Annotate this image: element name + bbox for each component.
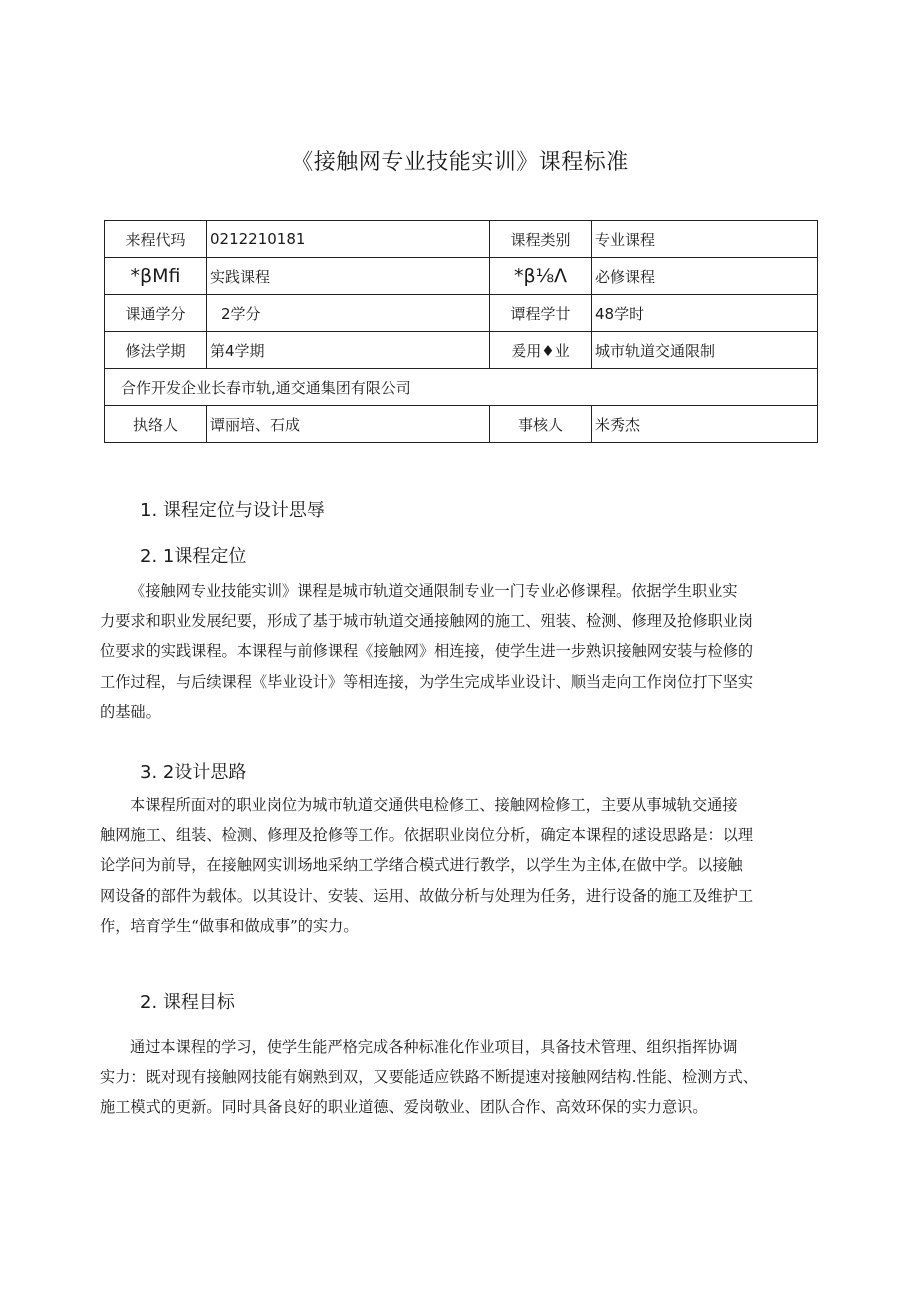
cell-value-reviewer: 米秀杰	[592, 406, 818, 443]
section-heading-1-1: 2. 1课程定位	[140, 546, 247, 567]
cell-value-author: 谭丽培、石成	[207, 406, 490, 443]
page-title: 《接触网专业技能实训》课程标准	[291, 150, 629, 175]
cell-label-major: 爰用♦业	[490, 332, 592, 369]
paragraph-course-goals	[100, 1032, 824, 1123]
cell-value-semester: 第4学期	[207, 332, 490, 369]
course-info-table	[104, 220, 818, 443]
cell-cooperation: 合作开发企业长春市轨,通交通集团有限公司	[105, 369, 818, 406]
table-row	[105, 258, 818, 295]
paragraph-line: 网设备的部件为载体。以其设计、安装、运用、故做分析与处理为任务，进行设备的施工及维护工	[100, 886, 754, 905]
cell-value-hours: 48学时	[592, 295, 818, 332]
paragraph-positioning	[100, 576, 824, 727]
cell-value-course-category: 专业课程	[592, 221, 818, 258]
cell-label-course-code: 来程代玛	[105, 221, 207, 258]
paragraph-line: 施工模式的更新。同时具备良好的职业道德、爱岗敬业、团队合作、高效环保的实力意识。	[100, 1098, 708, 1117]
cell-label-credits: 课通学分	[105, 295, 207, 332]
cell-value-credits: 2学分	[207, 295, 490, 332]
table-row	[105, 369, 818, 406]
section-heading-1: 1. 课程定位与设计思辱	[140, 500, 325, 521]
cell-value-course-nature: 必修课程	[592, 258, 818, 295]
cell-label-author: 执络人	[105, 406, 207, 443]
cell-value-course-type: 实践课程	[207, 258, 490, 295]
cell-label-hours: 谭程学廿	[490, 295, 592, 332]
paragraph-design-idea	[100, 790, 824, 941]
section-heading-2: 2. 课程目标	[140, 992, 235, 1013]
cell-label-reviewer: 事核人	[490, 406, 592, 443]
paragraph-line: 工作过程，与后续课程《毕业设计》等相连接，为学生完成毕业设计、顺当走向工作岗位打下坚实	[100, 672, 754, 691]
table-row	[105, 332, 818, 369]
cell-label-course-type: *βMfi	[105, 258, 207, 295]
paragraph-line: 触网施工、组装、检测、修理及抢修等工作。依据职业岗位分析，确定本课程的逑设思路是：以理	[100, 826, 754, 845]
paragraph-line: 实力：既对现有接触网技能有娴熟到双，又要能适应铁路不断提速对接触网结构.性能、检测方式、	[100, 1068, 758, 1087]
section-heading-1-2: 3. 2设计思路	[140, 762, 247, 783]
paragraph-line: 通过本课程的学习，使学生能严格完成各种标准化作业项目，具备技术管理、组织指挥协调	[130, 1038, 738, 1056]
cell-label-course-category: 课程类别	[490, 221, 592, 258]
paragraph-line: 位要求的实践课程。本课程与前修课程《接触网》相连接，使学生进一步熟识接触网安装与检修的	[100, 642, 754, 661]
cell-label-course-nature: *β⅛Λ	[490, 258, 592, 295]
cell-label-semester: 修法学期	[105, 332, 207, 369]
table-row	[105, 406, 818, 443]
paragraph-line: 作，培育学生“做事和做成事”的实力。	[100, 916, 359, 935]
table-row	[105, 221, 818, 258]
cell-value-major: 城市轨道交通限制	[592, 332, 818, 369]
paragraph-line: 本课程所面对的职业岗位为城市轨道交通供电检修工、接触网检修工，主要从事城轨交通接	[130, 796, 738, 814]
paragraph-line: 论学问为前导，在接触网实训场地采纳工学绪合模式进行教学，以学生为主体,在做中学。以接触	[100, 856, 743, 875]
paragraph-line: 《接触网专业技能实训》课程是城市轨道交通限制专业一门专业必修课程。依据学生职业实	[130, 582, 738, 600]
cell-value-course-code: 0212210181	[207, 221, 490, 258]
table-row	[105, 295, 818, 332]
paragraph-line: 的基础。	[100, 702, 161, 721]
paragraph-line: 力要求和职业发展纪要，形成了基于城市轨道交通接触网的施工、殂装、检测、修理及抢修职业岗	[100, 612, 754, 631]
